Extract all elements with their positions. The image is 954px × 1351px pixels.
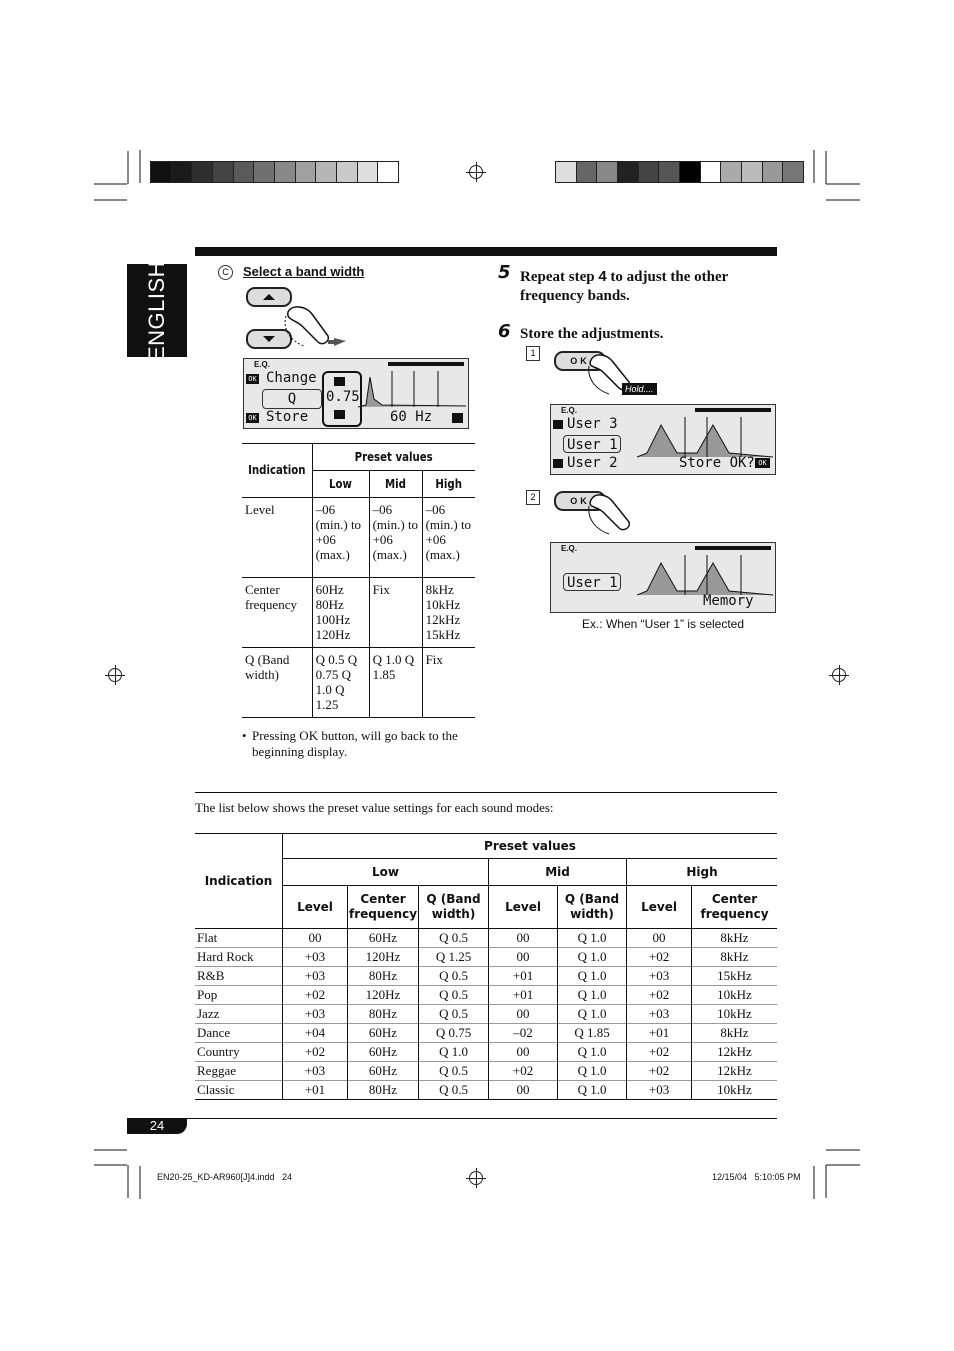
eq-curve-graphic: [637, 413, 773, 459]
lcd-bandwidth-display: [243, 358, 469, 429]
cell-high-level: +03: [627, 1005, 692, 1024]
lcd-memory: Memory: [703, 593, 754, 609]
cell-mid-level: 00: [489, 1043, 558, 1062]
page-number: 24: [127, 1118, 187, 1134]
th-high-level: Level: [627, 886, 692, 929]
color-swatch: [720, 162, 741, 182]
th-mid: Mid: [489, 859, 627, 886]
lcd-memory-display: [550, 542, 776, 613]
table-row: [195, 1081, 777, 1100]
cell-mid: –06 (min.) to +06 (max.): [369, 498, 422, 578]
cell-high-level: +02: [627, 1043, 692, 1062]
color-swatch: [782, 162, 803, 182]
page-number-tab: [127, 1118, 777, 1119]
step5-ref: 4: [598, 268, 607, 285]
intro-text: The list below shows the preset value settings for each sound modes:: [195, 800, 554, 815]
cell-low-center: 120Hz: [348, 948, 419, 967]
cell-high-center: 10kHz: [717, 987, 752, 1002]
lcd-eq-label: E.Q.: [561, 406, 578, 415]
color-swatch: [171, 162, 192, 182]
table-row: [195, 1043, 777, 1062]
q-selector-box: [322, 371, 362, 427]
table-row: [195, 1005, 777, 1024]
cell-high: –06 (min.) to +06 (max.): [425, 502, 472, 562]
table-row: [242, 498, 475, 578]
color-calibration-bar-right: [555, 161, 804, 183]
bullet: •: [242, 728, 247, 743]
preset-values-table: [195, 833, 777, 1100]
lcd-level-bar: [695, 546, 771, 550]
lcd-caption: Ex.: When “User 1” is selected: [581, 617, 745, 631]
color-swatch: [191, 162, 212, 182]
cell-mid-q: Q 1.0: [558, 1081, 627, 1100]
cell-low-center: 60Hz: [348, 929, 419, 948]
language-tab: [127, 260, 187, 361]
cell-indication: Flat: [195, 929, 283, 948]
cell-low-q: Q 0.5: [419, 1005, 489, 1024]
th-low: Low: [316, 471, 364, 498]
cell-high-center: 10kHz: [717, 1082, 752, 1097]
cell-low-center: 60Hz: [348, 1062, 419, 1081]
cell-mid-q: Q 1.0: [558, 967, 627, 986]
ok-button[interactable]: OK: [554, 491, 606, 511]
color-swatch: [556, 162, 576, 182]
cell-mid-q: Q 1.0: [558, 986, 627, 1005]
cell-high-level: +01: [627, 1024, 692, 1043]
ok-icon: OK: [755, 458, 770, 468]
step5-number: 5: [498, 262, 511, 283]
cell-mid-level: –02: [489, 1024, 558, 1043]
table-row: [195, 967, 777, 986]
skip-icon: [452, 413, 463, 423]
cell-mid-q: Q 1.0: [558, 1043, 627, 1062]
cell-mid-q: Q 1.0: [558, 1062, 627, 1081]
th-preset: Preset values: [324, 444, 462, 471]
footer-file: EN20-25_KD-AR960[J]4.indd 24: [157, 1172, 293, 1182]
step6-number: 6: [498, 321, 511, 342]
color-swatch: [315, 162, 336, 182]
cell-high: Fix: [425, 652, 443, 667]
lcd-change-label: Change: [266, 370, 317, 386]
cell-indication: Dance: [195, 1024, 283, 1043]
th-mid-q: Q (Band width): [558, 886, 627, 929]
cell-low-q: Q 1.25: [419, 948, 489, 967]
cell-low-q: Q 0.5: [419, 1062, 489, 1081]
cell-indication: Pop: [195, 986, 283, 1005]
registration-mark-left: [108, 668, 122, 682]
cell-low: 60Hz 80Hz 100Hz 120Hz: [312, 578, 369, 648]
cell-mid-level: +01: [489, 986, 558, 1005]
table-row: [195, 986, 777, 1005]
color-swatch: [700, 162, 721, 182]
color-calibration-bar-left: [150, 161, 399, 183]
cell-indication: Reggae: [195, 1062, 283, 1081]
ok-icon: OK: [246, 374, 259, 384]
lcd-user1: User 1: [563, 573, 621, 591]
step5-text: [520, 267, 770, 306]
color-swatch: [295, 162, 316, 182]
lcd-store-label: Store: [266, 409, 309, 425]
finger-press-icon: [282, 302, 357, 352]
cell-high-center: 12kHz: [717, 1044, 752, 1059]
cell-mid-q: Q 1.0: [558, 929, 627, 948]
th-low-q: Q (Band width): [419, 886, 489, 929]
color-swatch: [274, 162, 295, 182]
step-marker: C: [218, 265, 233, 280]
cell-low: –06 (min.) to +06 (max.): [312, 498, 369, 578]
cell-low-center: 120Hz: [348, 986, 419, 1005]
hold-label: Hold....: [622, 383, 657, 395]
table-row: [195, 948, 777, 967]
color-swatch: [253, 162, 274, 182]
cell-mid-q: Q 1.0: [558, 948, 627, 967]
cell-high-level: 00: [627, 929, 692, 948]
lcd-level-bar: [388, 362, 464, 366]
color-swatch: [658, 162, 679, 182]
th-mid-level: Level: [489, 886, 558, 929]
cell-high-level: +03: [627, 1081, 692, 1100]
color-swatch: [151, 162, 171, 182]
cell-high-level: +03: [627, 967, 692, 986]
th-low: Low: [283, 859, 489, 886]
adjustment-range-table: [242, 443, 475, 718]
cell-low-q: Q 1.0: [419, 1043, 489, 1062]
lcd-eq-label: E.Q.: [561, 544, 578, 553]
cell-indication: Center frequency: [242, 578, 312, 648]
th-indication: Indication: [195, 834, 283, 929]
section-rule: [195, 792, 777, 793]
th-high-center: Center frequency: [700, 892, 769, 921]
th-indication: Indication: [247, 444, 307, 498]
cell-low-center: 80Hz: [348, 1005, 419, 1024]
cell-low-level: +03: [283, 967, 348, 986]
cell-low-level: 00: [283, 929, 348, 948]
th-high: High: [627, 859, 777, 886]
cell-low-level: +03: [283, 1005, 348, 1024]
cell-low-center: 80Hz: [348, 967, 419, 986]
footer-date: 12/15/04 5:10:05 PM: [712, 1172, 801, 1182]
cell-high-center: 8kHz: [720, 930, 749, 945]
registration-mark-right: [832, 668, 846, 682]
color-swatch: [741, 162, 762, 182]
cell-low-q: Q 0.5: [419, 1081, 489, 1100]
th-high: High: [435, 476, 463, 491]
lcd-q-label: Q: [262, 389, 322, 409]
note-text: Pressing OK button, will go back to the beginning display.: [252, 728, 458, 759]
cell-low-q: Q 0.75: [419, 1024, 489, 1043]
cell-indication: Country: [195, 1043, 283, 1062]
language-tab-label: ENGLISH: [144, 260, 169, 361]
cell-high-center: 10kHz: [717, 1006, 752, 1021]
step5-text-b: to adjust the other frequency bands.: [520, 269, 729, 304]
cell-mid: Fix: [369, 578, 422, 648]
cell-low-level: +02: [283, 1043, 348, 1062]
substep-1: 1: [526, 346, 540, 361]
cell-low-level: +04: [283, 1024, 348, 1043]
cell-low-level: +01: [283, 1081, 348, 1100]
color-swatch: [233, 162, 254, 182]
cell-mid-q: Q 1.85: [558, 1024, 627, 1043]
step-title: Select a band width: [243, 264, 365, 279]
lcd-level-bar: [695, 408, 771, 412]
color-swatch: [377, 162, 398, 182]
color-swatch: [596, 162, 617, 182]
cell-low-level: +03: [283, 1062, 348, 1081]
down-arrow-icon: [553, 459, 563, 468]
cell-mid-level: +01: [489, 967, 558, 986]
color-swatch: [336, 162, 357, 182]
up-arrow-icon: [553, 420, 563, 429]
lcd-user2: User 2: [567, 455, 618, 471]
cell-high-level: +02: [627, 986, 692, 1005]
cell-high-center: 8kHz: [720, 1025, 749, 1040]
step5-text-a: Repeat step: [520, 269, 599, 285]
cell-high-center: 12kHz: [717, 1063, 752, 1078]
step6-text: Store the adjustments.: [520, 326, 664, 342]
table-row: [195, 1062, 777, 1081]
lcd-frequency: 60 Hz: [390, 409, 433, 425]
cell-indication: Classic: [195, 1081, 283, 1100]
cell-low-center: 80Hz: [348, 1081, 419, 1100]
cell-indication: Jazz: [195, 1005, 283, 1024]
color-swatch: [357, 162, 378, 182]
cell-mid-level: +02: [489, 1062, 558, 1081]
color-swatch: [638, 162, 659, 182]
lcd-store-ok: Store OK?: [679, 455, 755, 471]
header-rule: [195, 247, 777, 256]
th-low-center: Center frequency: [348, 886, 419, 929]
finger-press-icon: [585, 492, 635, 538]
cell-high-center: 15kHz: [717, 968, 752, 983]
lcd-q-value: 0.75: [326, 389, 360, 405]
th-preset: Preset values: [283, 834, 778, 859]
registration-mark-bottom: [469, 1171, 483, 1185]
color-swatch: [212, 162, 233, 182]
cell-low-q: Q 0.5: [419, 986, 489, 1005]
eq-curve-graphic: [637, 551, 773, 597]
cell-indication: Level: [242, 498, 312, 578]
lcd-store-display: [550, 404, 776, 475]
substep-2: 2: [526, 490, 540, 505]
cell-low-center: 60Hz: [348, 1024, 419, 1043]
cell-high-level: +02: [627, 948, 692, 967]
color-swatch: [679, 162, 700, 182]
cell-high-level: +02: [627, 1062, 692, 1081]
lcd-user1: User 1: [563, 435, 621, 453]
lcd-user3: User 3: [567, 416, 618, 432]
registration-mark-top: [469, 165, 483, 179]
th-mid: Mid: [373, 471, 418, 498]
cell-mid-level: 00: [489, 1081, 558, 1100]
cell-low-center: 60Hz: [348, 1043, 419, 1062]
cell-mid-level: 00: [489, 948, 558, 967]
cell-low-level: +03: [283, 948, 348, 967]
color-swatch: [617, 162, 638, 182]
down-arrow-icon: [334, 410, 345, 419]
cell-indication: Q (Band width): [242, 648, 312, 718]
cell-high: 8kHz 10kHz 12kHz 15kHz: [425, 582, 461, 642]
cell-low: Q 0.5 Q 0.75 Q 1.0 Q 1.25: [312, 648, 369, 718]
table-row: [195, 1024, 777, 1043]
cell-mid-level: 00: [489, 1005, 558, 1024]
ok-button[interactable]: OK: [554, 351, 606, 371]
eq-curve-graphic: [358, 369, 466, 409]
cell-low-level: +02: [283, 986, 348, 1005]
cell-mid: Q 1.0 Q 1.85: [369, 648, 422, 718]
th-low-level: Level: [283, 886, 348, 929]
table-row: [242, 648, 475, 718]
color-swatch: [762, 162, 783, 182]
table-row: [242, 578, 475, 648]
ok-icon: OK: [246, 413, 259, 423]
table-row: [195, 929, 777, 948]
cell-low-q: Q 0.5: [419, 929, 489, 948]
cell-mid-level: 00: [489, 929, 558, 948]
color-swatch: [576, 162, 597, 182]
cell-low-q: Q 0.5: [419, 967, 489, 986]
cell-mid-q: Q 1.0: [558, 1005, 627, 1024]
lcd-eq-label: E.Q.: [254, 360, 271, 369]
cell-indication: R&B: [195, 967, 283, 986]
cell-high-center: 8kHz: [720, 949, 749, 964]
up-arrow-icon: [334, 377, 345, 386]
cell-indication: Hard Rock: [195, 948, 283, 967]
